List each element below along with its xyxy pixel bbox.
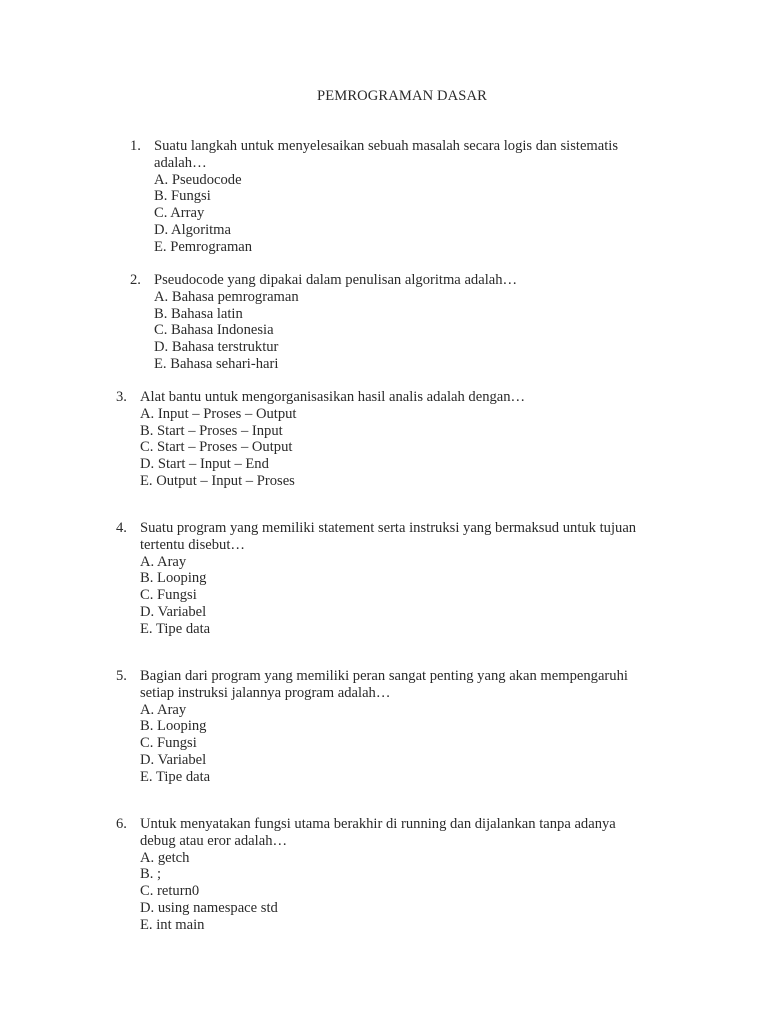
option-c: C. Bahasa Indonesia <box>154 322 274 339</box>
option-c: C. Fungsi <box>140 587 197 604</box>
option-d: D. Variabel <box>140 603 207 620</box>
question-number: 4. <box>116 520 127 536</box>
question-body <box>140 668 680 786</box>
option-e: E. Tipe data <box>140 768 211 785</box>
option-a: A. Aray <box>140 701 187 718</box>
option-e: E. Output – Input – Proses <box>140 472 295 489</box>
question-text: Suatu langkah untuk menyelesaikan sebuah masalah secara logis dan sistematis adalah… <box>154 138 619 171</box>
option-a: A. getch <box>140 849 190 866</box>
option-a: A. Input – Proses – Output <box>140 405 297 422</box>
option-c: C. Start – Proses – Output <box>140 439 293 456</box>
option-e: E. Tipe data <box>140 620 211 637</box>
option-b: B. ; <box>140 866 162 883</box>
option-e: E. int main <box>140 916 205 933</box>
question-number: 5. <box>116 668 127 684</box>
option-b: B. Start – Proses – Input <box>140 422 283 439</box>
question-text: Alat bantu untuk mengorganisasikan hasil analis adalah dengan… <box>140 389 526 405</box>
question-body <box>154 272 674 373</box>
option-e: E. Pemrograman <box>154 238 253 255</box>
question-number: 2. <box>130 272 141 288</box>
question-text: Suatu program yang memiliki statement serta instruksi yang bermaksud untuk tujuan tertentu disebut… <box>140 520 637 553</box>
option-c: C. Array <box>154 205 205 222</box>
option-c: C. Fungsi <box>140 735 197 752</box>
question-body <box>154 138 674 256</box>
option-d: D. Algoritma <box>154 221 232 238</box>
page-title: PEMROGRAMAN DASAR <box>317 88 487 104</box>
option-a: A. Bahasa pemrograman <box>154 288 299 305</box>
question-body <box>140 520 680 638</box>
option-a: A. Aray <box>140 553 187 570</box>
option-d: D. Variabel <box>140 751 207 768</box>
question-text: Untuk menyatakan fungsi utama berakhir di running dan dijalankan tanpa adanya debug atau eror adalah… <box>140 816 616 849</box>
option-d: D. Bahasa terstruktur <box>154 339 279 356</box>
question-number: 6. <box>116 816 127 832</box>
option-d: D. Start – Input – End <box>140 456 269 473</box>
question-body <box>140 389 680 490</box>
option-b: B. Fungsi <box>154 188 211 205</box>
option-e: E. Bahasa sehari-hari <box>154 355 279 372</box>
question-text: Bagian dari program yang memiliki peran sangat penting yang akan mempengaruhi setiap instruksi jalannya program adalah… <box>140 668 628 701</box>
option-d: D. using namespace std <box>140 899 278 916</box>
question-number: 3. <box>116 389 127 405</box>
option-b: B. Looping <box>140 570 207 587</box>
option-b: B. Looping <box>140 718 207 735</box>
question-number: 1. <box>130 138 141 154</box>
question-body <box>140 816 680 934</box>
option-b: B. Bahasa latin <box>154 305 243 322</box>
option-a: A. Pseudocode <box>154 171 242 188</box>
question-text: Pseudocode yang dipakai dalam penulisan algoritma adalah… <box>154 272 518 288</box>
option-c: C. return0 <box>140 883 200 900</box>
